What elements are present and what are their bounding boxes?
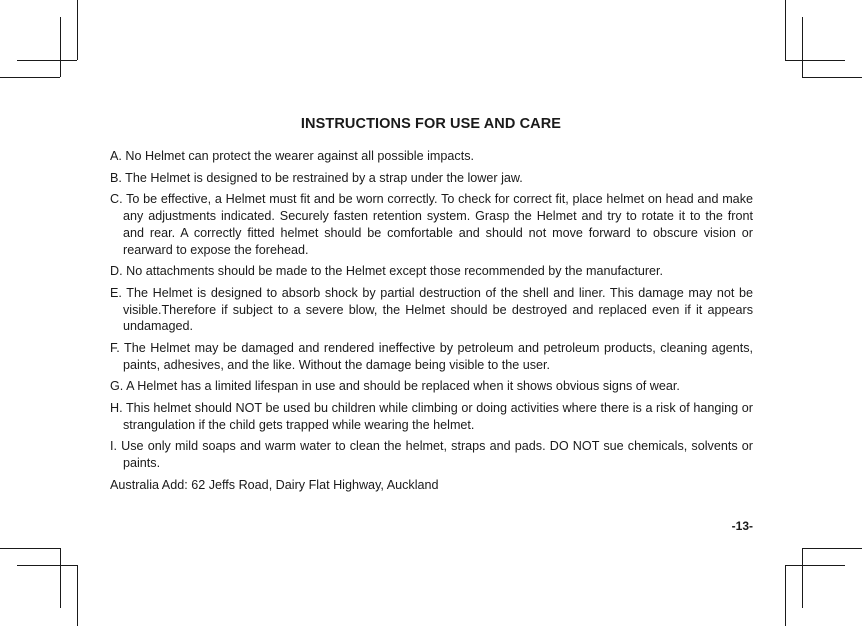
- crop-mark: [17, 565, 77, 566]
- crop-mark: [802, 548, 862, 549]
- crop-mark: [60, 548, 61, 608]
- crop-mark: [0, 77, 60, 78]
- instruction-i: I. Use only mild soaps and warm water to clean the helmet, straps and pads. DO NOT sue chemicals, solvents or paints.: [110, 439, 753, 471]
- instruction-c: C. To be effective, a Helmet must fit and be worn correctly. To check for correct fit, place helmet on head and make any adjustments indicated. Securely fasten retention system. Grasp the Helmet and try to rotate it to the front and rear. A correctly fitted helmet should be comfortable and should not move forward to obscure vision or rearward to expose the forehead.: [110, 192, 753, 257]
- instruction-a: A. No Helmet can protect the wearer against all possible impacts.: [110, 149, 474, 163]
- crop-mark: [0, 548, 60, 549]
- crop-mark: [785, 565, 786, 626]
- crop-mark: [802, 548, 803, 608]
- instruction-e: E. The Helmet is designed to absorb shock by partial destruction of the shell and liner. This damage may not be visible.Therefore if subject to a severe blow, the Helmet should be destroyed and replaced even if it appears undamaged.: [110, 285, 753, 334]
- crop-mark: [785, 60, 845, 61]
- instruction-b: B. The Helmet is designed to be restrained by a strap under the lower jaw.: [110, 170, 523, 185]
- instruction-f: F. The Helmet may be damaged and rendered ineffective by petroleum and petroleum products, cleaning agents, paints, adhesives, and the like. Without the damage being visible to the user.: [110, 340, 753, 372]
- crop-mark: [802, 17, 803, 77]
- crop-mark: [785, 0, 786, 60]
- page-title: INSTRUCTIONS FOR USE AND CARE: [300, 116, 562, 132]
- page-number: -13-: [731, 519, 753, 533]
- crop-mark: [785, 565, 845, 566]
- crop-mark: [802, 77, 862, 78]
- crop-mark: [77, 0, 78, 60]
- address: Australia Add: 62 Jeffs Road, Dairy Flat Highway, Auckland: [110, 477, 439, 492]
- instructions-body: [110, 148, 753, 498]
- instruction-g: G. A Helmet has a limited lifespan in use and should be replaced when it shows obvious signs of wear.: [110, 379, 680, 394]
- instruction-h: H. This helmet should NOT be used bu children while climbing or doing activities where there is a risk of hanging or strangulation if the child gets trapped while wearing the helmet.: [110, 400, 753, 432]
- crop-mark: [17, 60, 77, 61]
- crop-mark: [60, 17, 61, 77]
- instruction-d: D. No attachments should be made to the Helmet except those recommended by the manufacturer.: [110, 264, 664, 279]
- crop-mark: [77, 565, 78, 626]
